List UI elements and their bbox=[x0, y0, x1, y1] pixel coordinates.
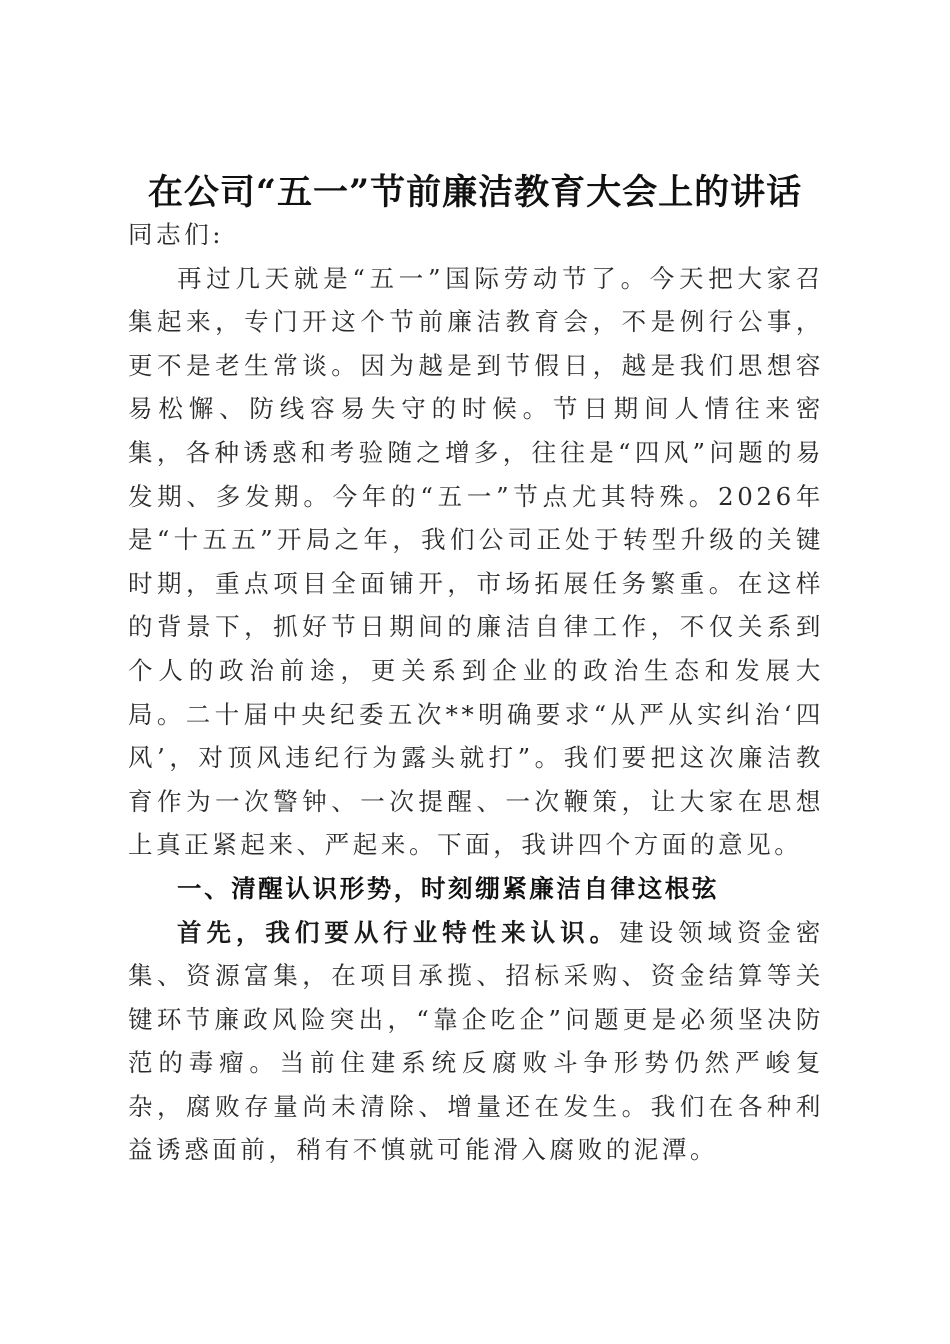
paragraph-body-text: 建设领域资金密集、资源富集，在项目承揽、招标采购、资金结算等关键环节廉政风险突出，“靠企吃企”问题更是必须坚决防范的毒瘤。当前住建系统反腐败斗争形势仍然严峻复杂，腐败存量尚未清除、增量还在发生。我们在各种利益诱惑面前，稍有不慎就可能滑入腐败的泥潭。 bbox=[128, 917, 825, 1165]
section-1-paragraph-1 bbox=[128, 911, 824, 1173]
document-title: 在公司“五一”节前廉洁教育大会上的讲话 bbox=[147, 172, 803, 213]
salutation: 同志们: bbox=[128, 220, 225, 249]
paragraph-lead-sentence: 首先，我们要从行业特性来认识。 bbox=[177, 917, 620, 947]
document-body bbox=[128, 213, 824, 1172]
section-heading-1: 一、清醒认识形势，时刻绷紧廉洁自律这根弦 bbox=[177, 873, 719, 903]
intro-paragraph: 再过几天就是“五一”国际劳动节了。今天把大家召集起来，专门开这个节前廉洁教育会，不是例行公事，更不是老生常谈。因为越是到节假日，越是我们思想容易松懈、防线容易失守的时候。节日期间人情往来密集，各种诱惑和考验随之增多，往往是“四风”问题的易发期、多发期。今年的“五一”节点尤其特殊。2026年是“十五五”开局之年，我们公司正处于转型升级的关键时期，重点项目全面铺开，市场拓展任务繁重。在这样的背景下，抓好节日期间的廉洁自律工作，不仅关系到个人的政治前途，更关系到企业的政治生态和发展大局。二十届中央纪委五次**明确要求“从严从实纠治‘四风’，对顶风违纪行为露头就打”。我们要把这次廉洁教育作为一次警钟、一次提醒、一次鞭策，让大家在思想上真正紧起来、严起来。下面，我讲四个方面的意见。 bbox=[128, 263, 824, 860]
